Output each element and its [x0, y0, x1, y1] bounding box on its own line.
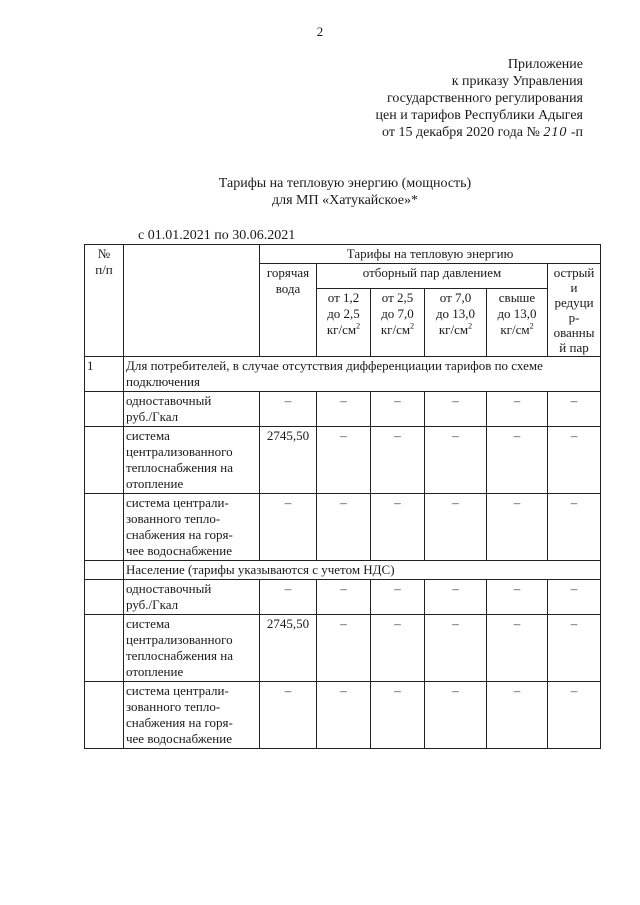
tariff-value-empty: – [425, 682, 487, 749]
tariff-value-empty: – [487, 682, 548, 749]
tariff-value-empty: – [317, 392, 371, 427]
steam-1-unit-sup: 2 [356, 321, 361, 331]
tariff-value-empty: – [487, 427, 548, 494]
table-body [85, 245, 601, 749]
appendix-line-2: к приказу Управления [451, 74, 583, 89]
table-row [85, 392, 601, 427]
tariff-value-empty: – [548, 615, 601, 682]
header-steam-3 [425, 289, 487, 357]
consumer-label: система централизованного теплоснабжения на отопление [124, 615, 260, 682]
section-number [85, 561, 124, 580]
tariff-value-empty: – [317, 494, 371, 561]
tariff-value-empty: – [371, 682, 425, 749]
tariff-value-empty: – [371, 494, 425, 561]
tariff-value-empty: – [260, 392, 317, 427]
tariff-value-empty: – [260, 580, 317, 615]
title-line-1: Тарифы на тепловую энергию (мощность) [218, 176, 472, 191]
tariff-value-empty: – [548, 682, 601, 749]
tariff-value-empty: – [371, 615, 425, 682]
table-row [85, 427, 601, 494]
tariff-value-empty: – [425, 494, 487, 561]
section-title: Население (тарифы указываются с учетом НДС) [124, 561, 601, 580]
appendix-header [376, 56, 583, 141]
tariff-value-empty: – [425, 580, 487, 615]
tariff-value-empty: – [317, 615, 371, 682]
consumer-label: одноставочный руб./Гкал [124, 580, 260, 615]
tariff-value: 2745,50 [260, 615, 317, 682]
header-sharp-steam: острый и редуци р- ованны й пар [548, 264, 601, 357]
steam-2-unit: кг/см [380, 322, 411, 338]
tariff-table [84, 244, 601, 749]
appendix-line-3: государственного регулирования [386, 91, 583, 106]
table-row [85, 682, 601, 749]
header-steam-1 [317, 289, 371, 357]
order-number: 210 [543, 125, 568, 140]
steam-1-range: от 1,2 до 2,5 [327, 290, 360, 322]
tariff-value-empty: – [260, 682, 317, 749]
page-number: 2 [316, 24, 324, 39]
tariff-value-empty: – [425, 427, 487, 494]
header-tariffs: Тарифы на тепловую энергию [260, 245, 601, 264]
tariff-value-empty: – [487, 392, 548, 427]
consumer-label: система централи- зованного тепло- снабжения на горя- чее водоснабжение [124, 682, 260, 749]
steam-3-range: от 7,0 до 13,0 [435, 290, 476, 322]
tariff-value-empty: – [548, 392, 601, 427]
consumer-label: одноставочный руб./Гкал [124, 392, 260, 427]
header-steam-4 [487, 289, 548, 357]
order-suffix: -п [570, 125, 583, 140]
row-number-cell [85, 427, 124, 494]
tariff-value-empty: – [548, 494, 601, 561]
tariff-value-empty: – [487, 580, 548, 615]
header-steam-2 [371, 289, 425, 357]
tariff-value-empty: – [260, 494, 317, 561]
steam-3-unit: кг/см [438, 322, 469, 338]
section-row [85, 561, 601, 580]
tariff-value-empty: – [487, 615, 548, 682]
appendix-line-4: цен и тарифов Республики Адыгея [375, 108, 583, 123]
tariff-value-empty: – [487, 494, 548, 561]
tariff-value-empty: – [317, 427, 371, 494]
consumer-label: система централизованного теплоснабжения на отопление [124, 427, 260, 494]
document-title [0, 175, 640, 209]
steam-4-unit: кг/см [500, 322, 530, 338]
tariff-value-empty: – [425, 615, 487, 682]
tariff-value-empty: – [317, 580, 371, 615]
steam-2-range: от 2,5 до 7,0 [381, 290, 414, 322]
tariff-value-empty: – [548, 427, 601, 494]
table-row [85, 580, 601, 615]
tariff-value: 2745,50 [260, 427, 317, 494]
row-number-cell [85, 494, 124, 561]
appendix-line-5 [376, 124, 583, 141]
tariff-value-empty: – [425, 392, 487, 427]
appendix-line-1: Приложение [507, 57, 583, 72]
row-number-cell [85, 615, 124, 682]
steam-1-unit: кг/см [326, 322, 357, 338]
section-number: 1 [85, 357, 124, 392]
header-steam: отборный пар давлением [317, 264, 548, 289]
header-num: № п/п [85, 245, 124, 357]
table-row [85, 615, 601, 682]
consumer-label: система централи- зованного тепло- снабжения на горя- чее водоснабжение [124, 494, 260, 561]
tariff-value-empty: – [371, 580, 425, 615]
row-number-cell [85, 580, 124, 615]
tariff-value-empty: – [548, 580, 601, 615]
appendix-date: от 15 декабря 2020 года № [382, 125, 540, 140]
tariff-period: с 01.01.2021 по 30.06.2021 [138, 228, 296, 243]
header-hot-water: горячая вода [260, 264, 317, 357]
header-row-1 [85, 245, 601, 264]
tariff-value-empty: – [317, 682, 371, 749]
section-title: Для потребителей, в случае отсутствия дифференциации тарифов по схеме подключения [124, 357, 601, 392]
steam-2-unit-sup: 2 [410, 321, 415, 331]
tariff-value-empty: – [371, 427, 425, 494]
row-number-cell [85, 392, 124, 427]
steam-4-range: свыше до 13,0 [497, 290, 537, 322]
title-line-2: для МП «Хатукайское»* [272, 193, 418, 208]
section-row [85, 357, 601, 392]
row-number-cell [85, 682, 124, 749]
steam-3-unit-sup: 2 [468, 321, 473, 331]
header-consumer [124, 245, 260, 357]
tariff-value-empty: – [371, 392, 425, 427]
table-row [85, 494, 601, 561]
steam-4-unit-sup: 2 [529, 321, 534, 331]
